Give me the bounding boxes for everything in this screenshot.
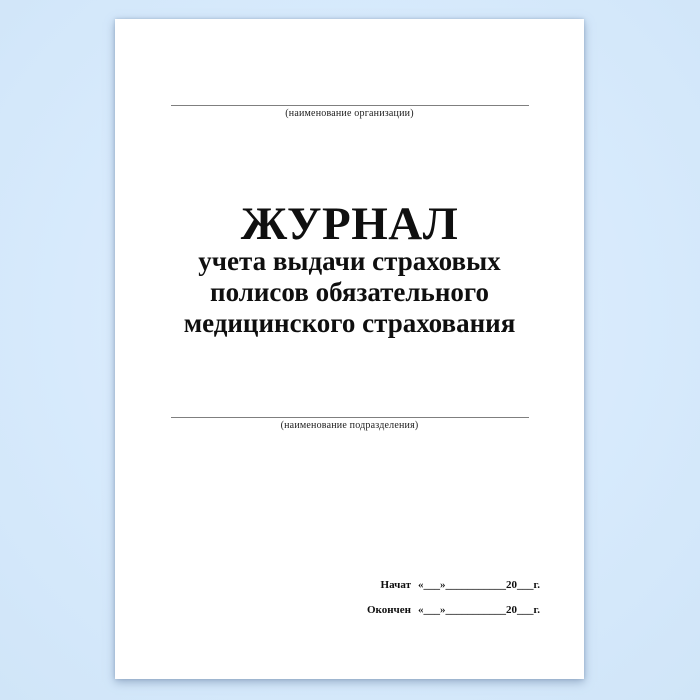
journal-title: ЖУРНАЛ [240, 198, 459, 250]
finished-line [367, 598, 540, 623]
subtitle-line: медицинского страхования [183, 308, 516, 338]
organization-name-block [115, 105, 584, 120]
journal-cover-page [115, 19, 584, 679]
finished-label: Окончен [366, 604, 411, 616]
subtitle-line: полисов обязательного [210, 277, 489, 307]
started-line [367, 573, 540, 598]
organization-fill-line [171, 105, 529, 106]
started-label: Начат [380, 579, 411, 591]
subdivision-line-caption: (наименование подразделения) [280, 420, 419, 431]
date-block [367, 573, 540, 623]
started-value: «___»___________20___г. [417, 579, 540, 591]
subdivision-fill-line [171, 417, 529, 418]
finished-value: «___»___________20___г. [417, 604, 540, 616]
organization-line-caption: (наименование организации) [285, 108, 414, 119]
subtitle-line: учета выдачи страховых [198, 246, 501, 276]
journal-subtitle [115, 246, 584, 339]
subdivision-name-block [115, 417, 584, 432]
